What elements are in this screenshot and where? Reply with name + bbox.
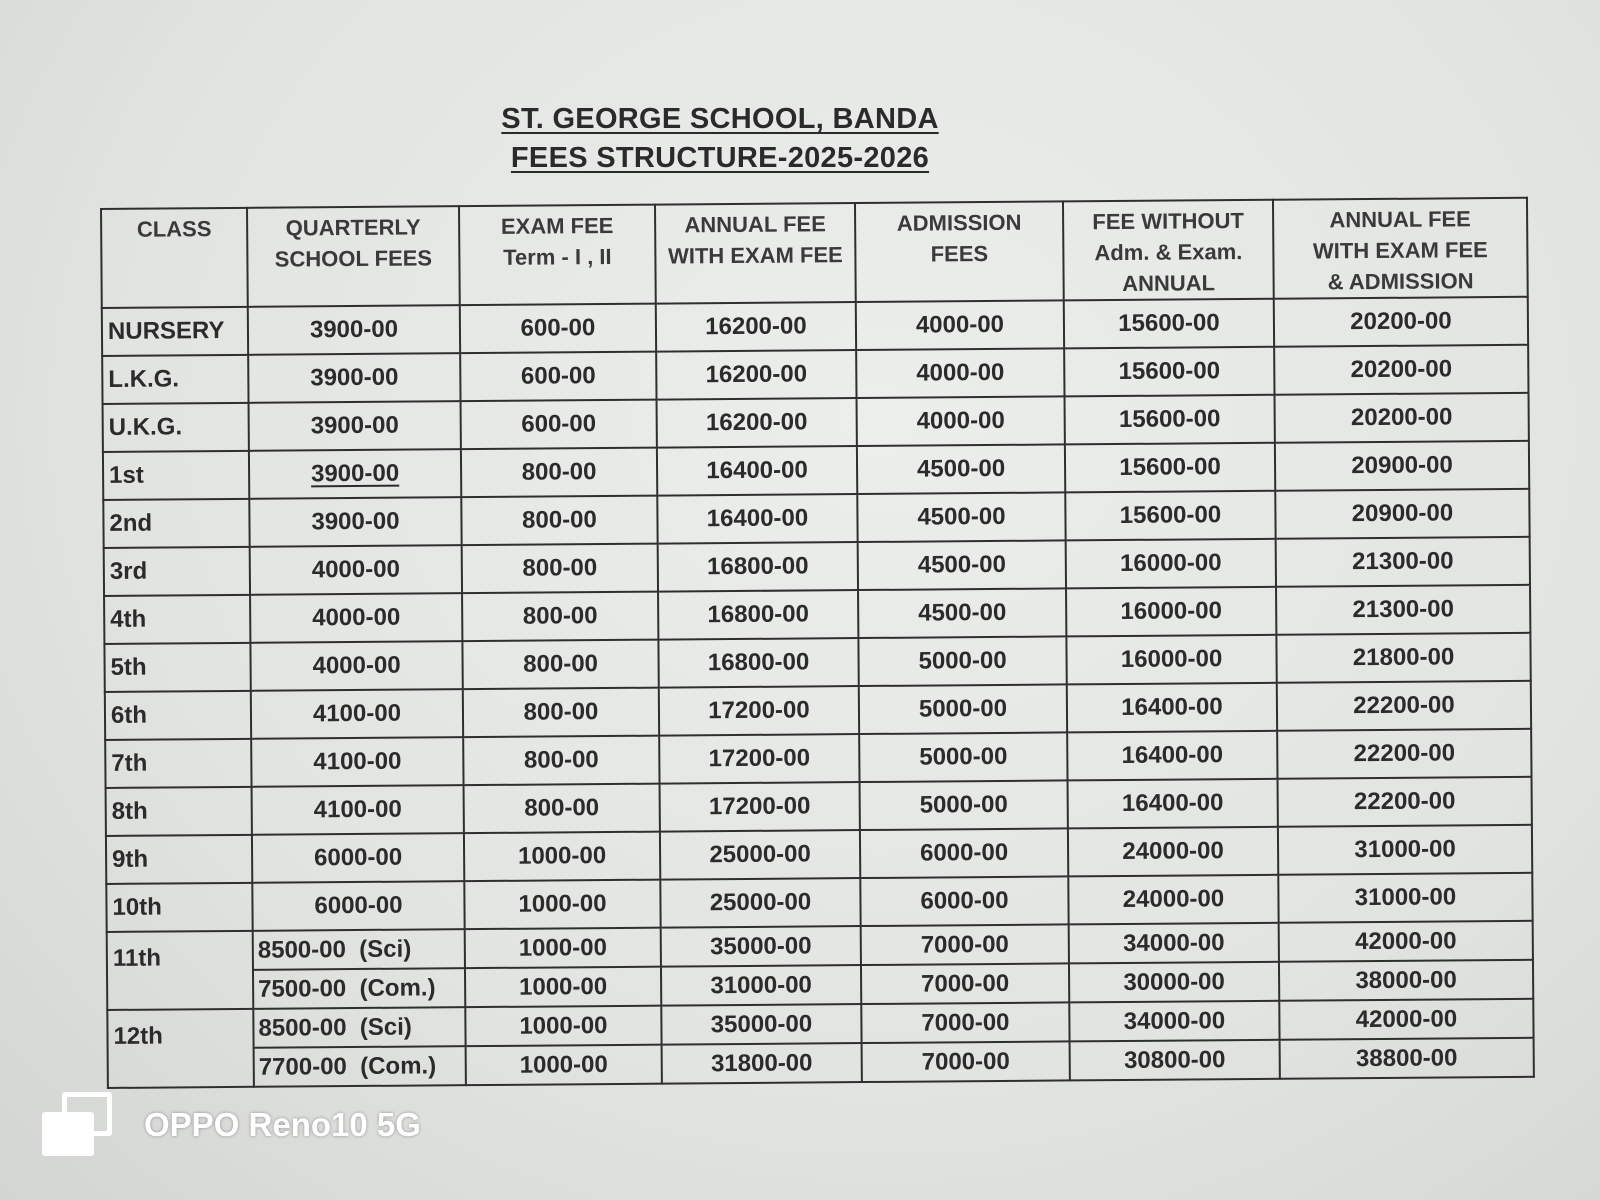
- cell-fee-without-adm: 34000-00: [1069, 1001, 1279, 1042]
- cell-admission-fees: 4000-00: [857, 396, 1065, 446]
- cell-class: U.K.G.: [103, 403, 249, 452]
- cell-annual-with-admission: 38800-00: [1280, 1038, 1534, 1079]
- header-text: SCHOOL FEES: [274, 245, 433, 272]
- cell-class: L.K.G.: [102, 355, 248, 404]
- cell-fee-without-adm: 34000-00: [1069, 923, 1279, 964]
- cell-annual-fee: 35000-00: [661, 926, 861, 967]
- cell-quarterly-fees: 7500-00 (Com.): [253, 968, 465, 1009]
- cell-annual-with-admission: 42000-00: [1279, 921, 1533, 962]
- cell-admission-fees: 5000-00: [859, 684, 1067, 734]
- cell-annual-fee: 25000-00: [660, 830, 860, 880]
- cell-quarterly-fees: 4000-00: [250, 593, 462, 643]
- cell-exam-fee: 1000-00: [466, 1045, 662, 1086]
- cell-class: 4th: [104, 595, 250, 644]
- header-text: ANNUAL FEE: [1329, 206, 1471, 233]
- header-quarterly-fees: [247, 206, 460, 307]
- header-annual-with-admission: [1273, 198, 1528, 299]
- fees-table: [100, 197, 1535, 1089]
- cell-admission-fees: 5000-00: [858, 636, 1066, 686]
- cell-admission-fees: 7000-00: [861, 1002, 1069, 1043]
- cell-fee-without-adm: 16400-00: [1067, 683, 1277, 733]
- cell-annual-fee: 17200-00: [660, 782, 860, 832]
- header-text: EXAM FEE: [500, 212, 614, 239]
- cell-quarterly-fees: 8500-00 (Sci): [253, 1007, 465, 1048]
- document-header: [470, 100, 970, 178]
- cell-annual-fee: 16800-00: [658, 542, 858, 592]
- cell-quarterly-fees: 6000-00: [252, 833, 464, 883]
- cell-exam-fee: 1000-00: [465, 1006, 661, 1047]
- cell-admission-fees: 4500-00: [857, 444, 1065, 494]
- cell-fee-without-adm: 30800-00: [1070, 1040, 1280, 1081]
- cell-class: NURSERY: [102, 307, 248, 356]
- cell-fee-without-adm: 15600-00: [1065, 443, 1275, 493]
- cell-annual-fee: 16800-00: [658, 638, 858, 688]
- header-row: [101, 198, 1528, 308]
- cell-fee-without-adm: 16000-00: [1066, 587, 1276, 637]
- header-exam-fee: [459, 205, 656, 306]
- cell-annual-with-admission: 20200-00: [1274, 345, 1528, 395]
- camera-brand-icon-front: [42, 1112, 94, 1156]
- cell-class: 9th: [106, 835, 252, 884]
- school-title: ST. GEORGE SCHOOL, BANDA: [501, 103, 939, 135]
- header-class: [101, 208, 248, 308]
- cell-fee-without-adm: 30000-00: [1069, 962, 1279, 1003]
- cell-admission-fees: 7000-00: [861, 924, 1069, 965]
- cell-annual-with-admission: 38000-00: [1279, 960, 1533, 1001]
- cell-quarterly-fees: 3900-00: [249, 497, 461, 547]
- header-text: QUARTERLY: [285, 214, 421, 241]
- cell-annual-with-admission: 21300-00: [1276, 537, 1530, 587]
- cell-quarterly-fees: 4100-00: [251, 689, 463, 739]
- cell-exam-fee: 800-00: [462, 640, 658, 690]
- cell-fee-without-adm: 16400-00: [1068, 779, 1278, 829]
- header-text: Adm. & Exam.: [1094, 239, 1243, 266]
- cell-class: 2nd: [103, 499, 249, 548]
- cell-exam-fee: 800-00: [461, 496, 657, 546]
- header-text: WITH EXAM FEE: [667, 242, 843, 269]
- cell-fee-without-adm: 24000-00: [1068, 827, 1278, 877]
- cell-annual-fee: 16200-00: [657, 398, 857, 448]
- cell-annual-fee: 31000-00: [661, 965, 861, 1006]
- cell-exam-fee: 800-00: [463, 736, 659, 786]
- cell-annual-fee: 16800-00: [658, 590, 858, 640]
- header-text: Term - I , II: [503, 243, 612, 270]
- cell-quarterly-fees: 3900-00: [249, 401, 461, 451]
- cell-exam-fee: 800-00: [463, 688, 659, 738]
- cell-exam-fee: 600-00: [461, 400, 657, 450]
- cell-admission-fees: 7000-00: [862, 1041, 1070, 1082]
- cell-exam-fee: 600-00: [460, 304, 656, 354]
- cell-class: 8th: [106, 787, 252, 836]
- cell-annual-fee: 25000-00: [660, 878, 860, 928]
- cell-exam-fee: 800-00: [462, 544, 658, 594]
- cell-quarterly-fees: 3900-00: [248, 305, 460, 355]
- header-text: FEE WITHOUT: [1092, 208, 1244, 235]
- cell-exam-fee: 1000-00: [464, 880, 660, 930]
- cell-annual-with-admission: 22200-00: [1277, 681, 1531, 731]
- cell-admission-fees: 4000-00: [856, 300, 1064, 350]
- header-text: & ADMISSION: [1327, 268, 1474, 295]
- header-text: ANNUAL FEE: [684, 211, 826, 238]
- cell-class: 7th: [105, 739, 251, 788]
- cell-quarterly-fees: 6000-00: [252, 881, 464, 931]
- cell-exam-fee: 1000-00: [464, 832, 660, 882]
- cell-class: 11th: [107, 931, 254, 1010]
- cell-admission-fees: 5000-00: [859, 732, 1067, 782]
- cell-exam-fee: 1000-00: [465, 967, 661, 1008]
- cell-admission-fees: 6000-00: [860, 876, 1068, 926]
- cell-exam-fee: 800-00: [461, 448, 657, 498]
- cell-quarterly-fees: 4000-00: [250, 545, 462, 595]
- cell-quarterly-fees: 4000-00: [250, 641, 462, 691]
- cell-exam-fee: 600-00: [460, 352, 656, 402]
- header-text: ADMISSION: [896, 209, 1022, 236]
- cell-class: 6th: [105, 691, 251, 740]
- camera-watermark: [42, 1092, 421, 1158]
- cell-admission-fees: 5000-00: [860, 780, 1068, 830]
- fees-structure-title: FEES STRUCTURE-2025-2026: [510, 142, 930, 174]
- cell-exam-fee: 1000-00: [465, 928, 661, 969]
- cell-quarterly-fees: 4100-00: [251, 737, 463, 787]
- cell-fee-without-adm: 15600-00: [1065, 395, 1275, 445]
- cell-quarterly-fees: 3900-00: [248, 353, 460, 403]
- fees-table-body: [102, 297, 1534, 1088]
- cell-annual-with-admission: 20900-00: [1275, 489, 1529, 539]
- cell-quarterly-fees: 3900-00: [249, 449, 461, 499]
- cell-quarterly-fees: 4100-00: [252, 785, 464, 835]
- header-fee-without-adm: [1063, 200, 1274, 301]
- cell-annual-fee: 16200-00: [656, 350, 856, 400]
- cell-class: 3rd: [104, 547, 250, 596]
- cell-annual-with-admission: 20200-00: [1275, 393, 1529, 443]
- cell-annual-with-admission: 21800-00: [1276, 633, 1530, 683]
- header-text: CLASS: [136, 216, 212, 242]
- cell-quarterly-fees: 7700-00 (Com.): [254, 1046, 466, 1087]
- cell-annual-fee: 31800-00: [662, 1043, 862, 1084]
- header-annual-fee: [655, 203, 856, 304]
- cell-annual-fee: 16400-00: [657, 494, 857, 544]
- cell-fee-without-adm: 15600-00: [1064, 299, 1274, 349]
- cell-annual-fee: 16200-00: [656, 302, 856, 352]
- cell-annual-with-admission: 31000-00: [1278, 825, 1532, 875]
- cell-annual-with-admission: 42000-00: [1279, 999, 1533, 1040]
- header-text: ANNUAL: [1122, 270, 1216, 296]
- cell-annual-fee: 17200-00: [659, 686, 859, 736]
- cell-class: 10th: [106, 883, 252, 932]
- cell-annual-fee: 35000-00: [661, 1004, 861, 1045]
- cell-annual-with-admission: 22200-00: [1277, 729, 1531, 779]
- cell-fee-without-adm: 16000-00: [1066, 635, 1276, 685]
- cell-exam-fee: 800-00: [462, 592, 658, 642]
- cell-exam-fee: 800-00: [464, 784, 660, 834]
- cell-annual-with-admission: 20200-00: [1274, 297, 1528, 347]
- header-admission-fees: [855, 201, 1064, 302]
- cell-class: 1st: [103, 451, 249, 500]
- cell-annual-with-admission: 22200-00: [1278, 777, 1532, 827]
- header-text: WITH EXAM FEE: [1312, 237, 1488, 264]
- cell-admission-fees: 4500-00: [858, 540, 1066, 590]
- cell-fee-without-adm: 16400-00: [1067, 731, 1277, 781]
- cell-fee-without-adm: 24000-00: [1068, 875, 1278, 925]
- watermark-text: OPPO Reno10 5G: [144, 1106, 421, 1143]
- cell-admission-fees: 4500-00: [857, 492, 1065, 542]
- cell-fee-without-adm: 15600-00: [1065, 491, 1275, 541]
- cell-fee-without-adm: 15600-00: [1064, 347, 1274, 397]
- cell-class: 5th: [104, 643, 250, 692]
- header-text: FEES: [930, 241, 989, 267]
- cell-annual-fee: 16400-00: [657, 446, 857, 496]
- cell-annual-with-admission: 31000-00: [1278, 873, 1532, 923]
- cell-admission-fees: 6000-00: [860, 828, 1068, 878]
- cell-annual-fee: 17200-00: [659, 734, 859, 784]
- cell-admission-fees: 4500-00: [858, 588, 1066, 638]
- cell-annual-with-admission: 20900-00: [1275, 441, 1529, 491]
- camera-brand-icon: [42, 1092, 116, 1158]
- cell-annual-with-admission: 21300-00: [1276, 585, 1530, 635]
- cell-admission-fees: 7000-00: [861, 963, 1069, 1004]
- cell-fee-without-adm: 16000-00: [1066, 539, 1276, 589]
- cell-class: 12th: [107, 1009, 254, 1088]
- cell-quarterly-fees: 8500-00 (Sci): [253, 929, 465, 970]
- cell-admission-fees: 4000-00: [856, 348, 1064, 398]
